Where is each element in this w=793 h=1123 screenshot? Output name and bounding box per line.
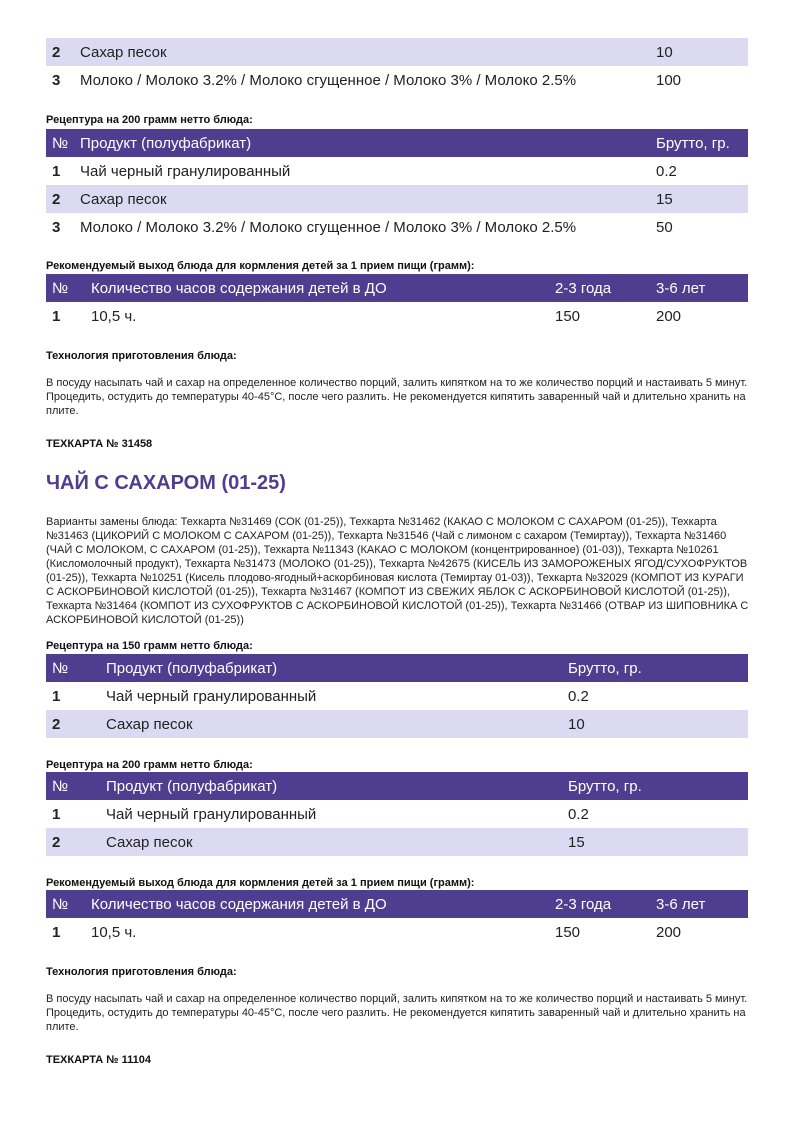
age-3-6-value: 200 xyxy=(656,307,682,325)
product-name: Чай черный гранулированный xyxy=(106,805,317,823)
gross-weight: 15 xyxy=(568,828,748,856)
row-number: 2 xyxy=(46,828,100,856)
product-name: Чай черный гранулированный xyxy=(80,162,291,180)
techcard-number: ТЕХКАРТА № 31458 xyxy=(46,438,153,450)
product-name: Чай черный гранулированный xyxy=(106,687,317,705)
row-number: 1 xyxy=(52,923,61,941)
column-header: № xyxy=(46,654,100,682)
gross-weight: 0.2 xyxy=(568,805,589,823)
table-row xyxy=(46,213,748,241)
yield-label: Рекомендуемый выход блюда для кормления детей за 1 прием пищи (грамм): xyxy=(46,260,475,272)
gross-weight: 100 xyxy=(656,71,682,89)
table-header-row xyxy=(46,772,748,800)
table-row xyxy=(46,66,748,94)
age-2-3-value: 150 xyxy=(555,307,581,325)
column-header: Брутто, гр. xyxy=(568,654,748,682)
recipe-200-label: Рецептура на 200 грамм нетто блюда: xyxy=(46,759,253,771)
table-row xyxy=(46,157,748,185)
table-row xyxy=(46,800,748,828)
gross-weight: 10 xyxy=(656,38,748,66)
yield-table xyxy=(46,274,748,330)
product-name: Молоко / Молоко 3.2% / Молоко сгущенное / Молоко 3% / Молоко 2.5% xyxy=(80,71,577,89)
column-header: Продукт (полуфабрикат) xyxy=(100,772,568,800)
recipe-150-label: Рецептура на 150 грамм нетто блюда: xyxy=(46,640,253,652)
table-row xyxy=(46,682,748,710)
row-number: 2 xyxy=(46,38,74,66)
column-header: 2-3 года xyxy=(555,890,656,918)
recipe-200-table xyxy=(46,772,748,856)
recipe-200-table xyxy=(46,129,748,241)
row-number: 1 xyxy=(52,687,61,705)
product-name: Сахар песок xyxy=(74,185,656,213)
product-name: Молоко / Молоко 3.2% / Молоко сгущенное / Молоко 3% / Молоко 2.5% xyxy=(80,218,577,236)
table-header-row xyxy=(46,890,748,918)
yield-label: Рекомендуемый выход блюда для кормления детей за 1 прием пищи (грамм): xyxy=(46,877,475,889)
hours-value: 10,5 ч. xyxy=(91,923,137,941)
column-header: Количество часов содержания детей в ДО xyxy=(85,274,555,302)
age-2-3-value: 150 xyxy=(555,923,581,941)
gross-weight: 0.2 xyxy=(568,687,589,705)
row-number: 3 xyxy=(52,218,61,236)
column-header: Брутто, гр. xyxy=(568,772,748,800)
technology-label: Технология приготовления блюда: xyxy=(46,350,237,362)
recipe-150-table xyxy=(46,654,748,738)
row-number: 1 xyxy=(52,307,61,325)
column-header: № xyxy=(46,274,85,302)
gross-weight: 50 xyxy=(656,218,673,236)
table-row xyxy=(46,710,748,738)
technology-text: В посуду насыпать чай и сахар на определенное количество порций, залить кипятком на то же количество порций и настаивать 5 минут. Процедить, остудить до температуры 40-45°С, после чего разлить. Не рекомендуется кипятить заваренный чай и длительно хранить на плите. xyxy=(46,993,748,1033)
column-header: № xyxy=(46,772,100,800)
age-3-6-value: 200 xyxy=(656,923,682,941)
table-header-row xyxy=(46,654,748,682)
column-header: Брутто, гр. xyxy=(656,129,748,157)
row-number: 1 xyxy=(52,162,61,180)
column-header: Продукт (полуфабрикат) xyxy=(74,129,656,157)
techcard-number: ТЕХКАРТА № 11104 xyxy=(46,1054,151,1066)
table-row xyxy=(46,918,748,946)
dish-title: ЧАЙ С САХАРОМ (01-25) xyxy=(46,472,286,494)
technology-label: Технология приготовления блюда: xyxy=(46,966,237,978)
gross-weight: 0.2 xyxy=(656,162,677,180)
column-header: Продукт (полуфабрикат) xyxy=(100,654,568,682)
recipe-200-label: Рецептура на 200 грамм нетто блюда: xyxy=(46,114,253,126)
product-name: Сахар песок xyxy=(100,710,568,738)
table-header-row xyxy=(46,129,748,157)
table-header-row xyxy=(46,274,748,302)
gross-weight: 15 xyxy=(656,185,748,213)
product-name: Сахар песок xyxy=(74,38,656,66)
row-number: 2 xyxy=(46,710,100,738)
technology-text: В посуду насыпать чай и сахар на определенное количество порций, залить кипятком на то же количество порций и настаивать 5 минут. Процедить, остудить до температуры 40-45°С, после чего разлить. Не рекомендуется кипятить заваренный чай и длительно хранить на плите. xyxy=(46,377,748,417)
hours-value: 10,5 ч. xyxy=(91,307,137,325)
table-row xyxy=(46,302,748,330)
substitution-variants: Варианты замены блюда: Техкарта №31469 (СОК (01-25)), Техкарта №31462 (КАКАО С МОЛОКОМ С САХАРОМ (01-25)), Техкарта №31463 (ЦИКОРИЙ С МОЛОКОМ С САХАРОМ (01-25)), Техкарта №31546 (Чай с лимоном с сахаром (Темиртау)), Техкарта №31460 (ЧАЙ С МОЛОКОМ, С САХАРОМ (01-25)), Техкарта №11343 (КАКАО С МОЛОКОМ (концентрированное) (01-03)), Техкарта №10261 (Кисломолочный продукт), Техкарта №31473 (МОЛОКО (01-25)), Техкарта №42675 (КИСЕЛЬ ИЗ ЗАМОРОЖЕНЫХ ЯГОД/СУХОФРУКТОВ (01-25)), Техкарта №10251 (Кисель плодово-ягодный+аскорбиновая кислота (Темиртау 01-03)), Техкарта №32029 (КОМПОТ ИЗ КУРАГИ С АСКОРБИНОВОЙ КИСЛОТОЙ (01-25)), Техкарта №31467 (КОМПОТ ИЗ СВЕЖИХ ЯБЛОК С АСКОРБИНОВОЙ КИСЛОТОЙ (01-25)), Техкарта №31464 (КОМПОТ ИЗ СУХОФРУКТОВ С АСКОРБИНОВОЙ КИСЛОТОЙ (01-25)), Техкарта №31466 (ОТВАР ИЗ ШИПОВНИКА С АСКОРБИНОВОЙ КИСЛОТОЙ (01-25)) xyxy=(46,516,749,626)
table-row xyxy=(46,185,748,213)
column-header: № xyxy=(46,129,74,157)
column-header: 2-3 года xyxy=(555,274,656,302)
yield-table xyxy=(46,890,748,946)
gross-weight: 10 xyxy=(568,710,748,738)
table-row xyxy=(46,828,748,856)
column-header: Количество часов содержания детей в ДО xyxy=(85,890,555,918)
product-name: Сахар песок xyxy=(100,828,568,856)
column-header: 3-6 лет xyxy=(656,890,748,918)
row-number: 3 xyxy=(52,71,61,89)
table-row xyxy=(46,38,748,66)
continued-recipe-table xyxy=(46,38,748,94)
column-header: 3-6 лет xyxy=(656,274,748,302)
row-number: 1 xyxy=(52,805,61,823)
row-number: 2 xyxy=(46,185,74,213)
column-header: № xyxy=(46,890,85,918)
